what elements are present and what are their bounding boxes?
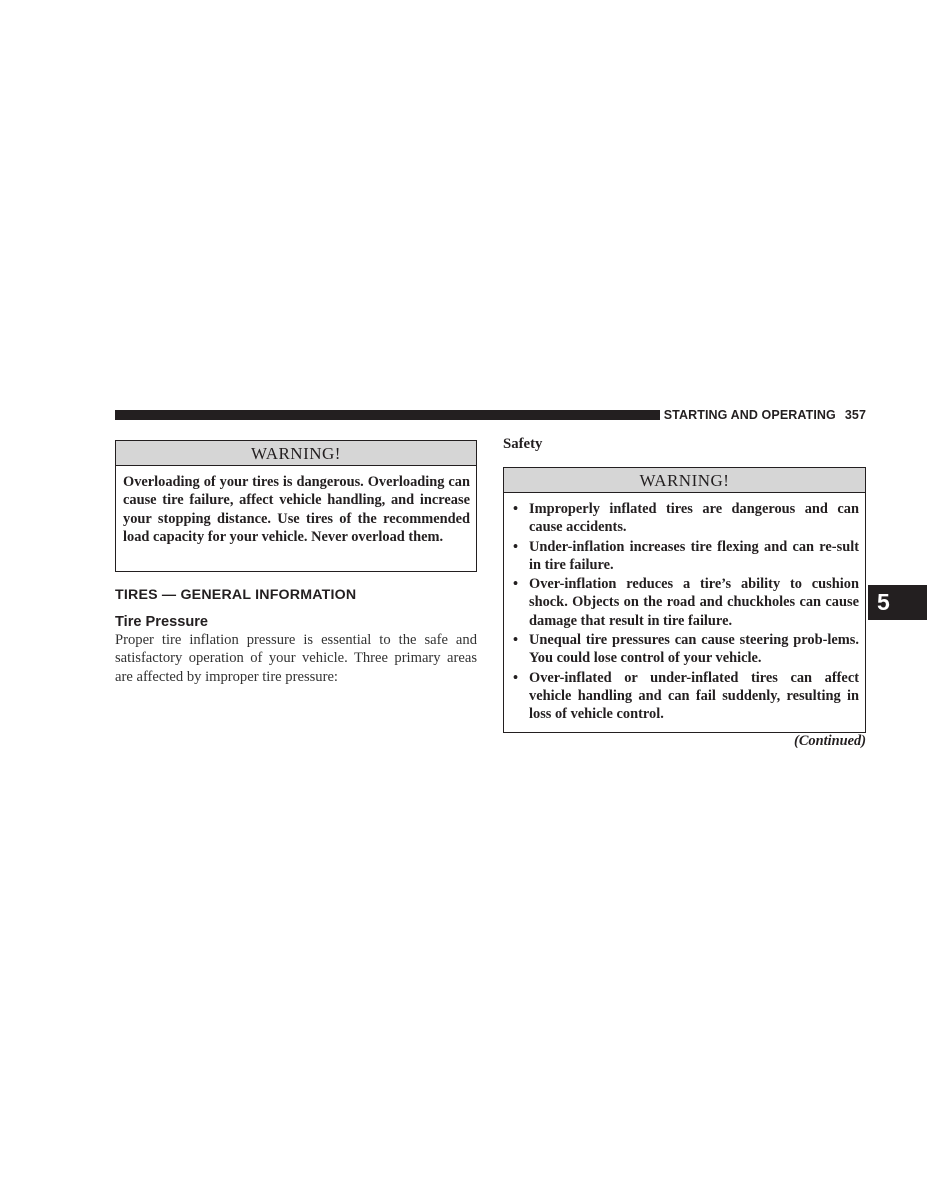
tire-pressure-heading: Tire Pressure bbox=[115, 614, 209, 630]
bullet-icon: • bbox=[513, 576, 519, 593]
list-item bbox=[513, 575, 859, 630]
bullet-text: Under-inflation increases tire flexing and can re-sult in tire failure. bbox=[529, 538, 859, 573]
bullet-text: Over-inflation reduces a tire’s ability to cushion shock. Objects on the road and chuckholes can cause damage that result in tire failure. bbox=[529, 576, 859, 629]
warning-bullet-list bbox=[504, 493, 865, 724]
header-rule bbox=[115, 410, 660, 420]
page-number: 357 bbox=[844, 408, 866, 422]
section-heading: TIRES — GENERAL INFORMATION bbox=[115, 587, 357, 603]
list-item bbox=[513, 538, 859, 575]
warning-box-safety bbox=[503, 467, 866, 733]
bullet-icon: • bbox=[513, 501, 519, 517]
bullet-icon: • bbox=[513, 632, 519, 649]
bullet-text: Unequal tire pressures can cause steering prob-lems. You could lose control of your vehicle. bbox=[529, 632, 859, 667]
continued-note: (Continued) bbox=[794, 733, 866, 749]
list-item bbox=[513, 631, 859, 668]
running-header bbox=[664, 408, 866, 422]
list-item bbox=[513, 669, 859, 724]
bullet-icon: • bbox=[513, 538, 519, 555]
list-item bbox=[513, 500, 859, 537]
warning-title: WARNING! bbox=[116, 441, 476, 466]
chapter-tab: 5 bbox=[868, 585, 927, 620]
warning-title: WARNING! bbox=[504, 468, 865, 493]
warning-text: Overloading of your tires is dangerous. Overloading can cause tire failure, affect vehicle handling, and increase your stopping distance. Use tires of the recommended load capacity for your vehicle. Never overload them. bbox=[123, 474, 470, 545]
bullet-text: Over-inflated or under-inflated tires can affect vehicle handling and can fail suddenly, resulting in loss of vehicle control. bbox=[529, 669, 859, 723]
bullet-icon: • bbox=[513, 669, 519, 686]
bullet-text: Improperly inflated tires are dangerous and can cause accidents. bbox=[529, 501, 859, 536]
safety-heading: Safety bbox=[503, 436, 543, 452]
tire-pressure-paragraph: Proper tire inflation pressure is essential to the safe and satisfactory operation of your vehicle. Three primary areas are affected by improper tire pressure: bbox=[115, 632, 477, 685]
section-title: STARTING AND OPERATING bbox=[663, 408, 836, 422]
warning-box-overloading bbox=[115, 440, 477, 572]
